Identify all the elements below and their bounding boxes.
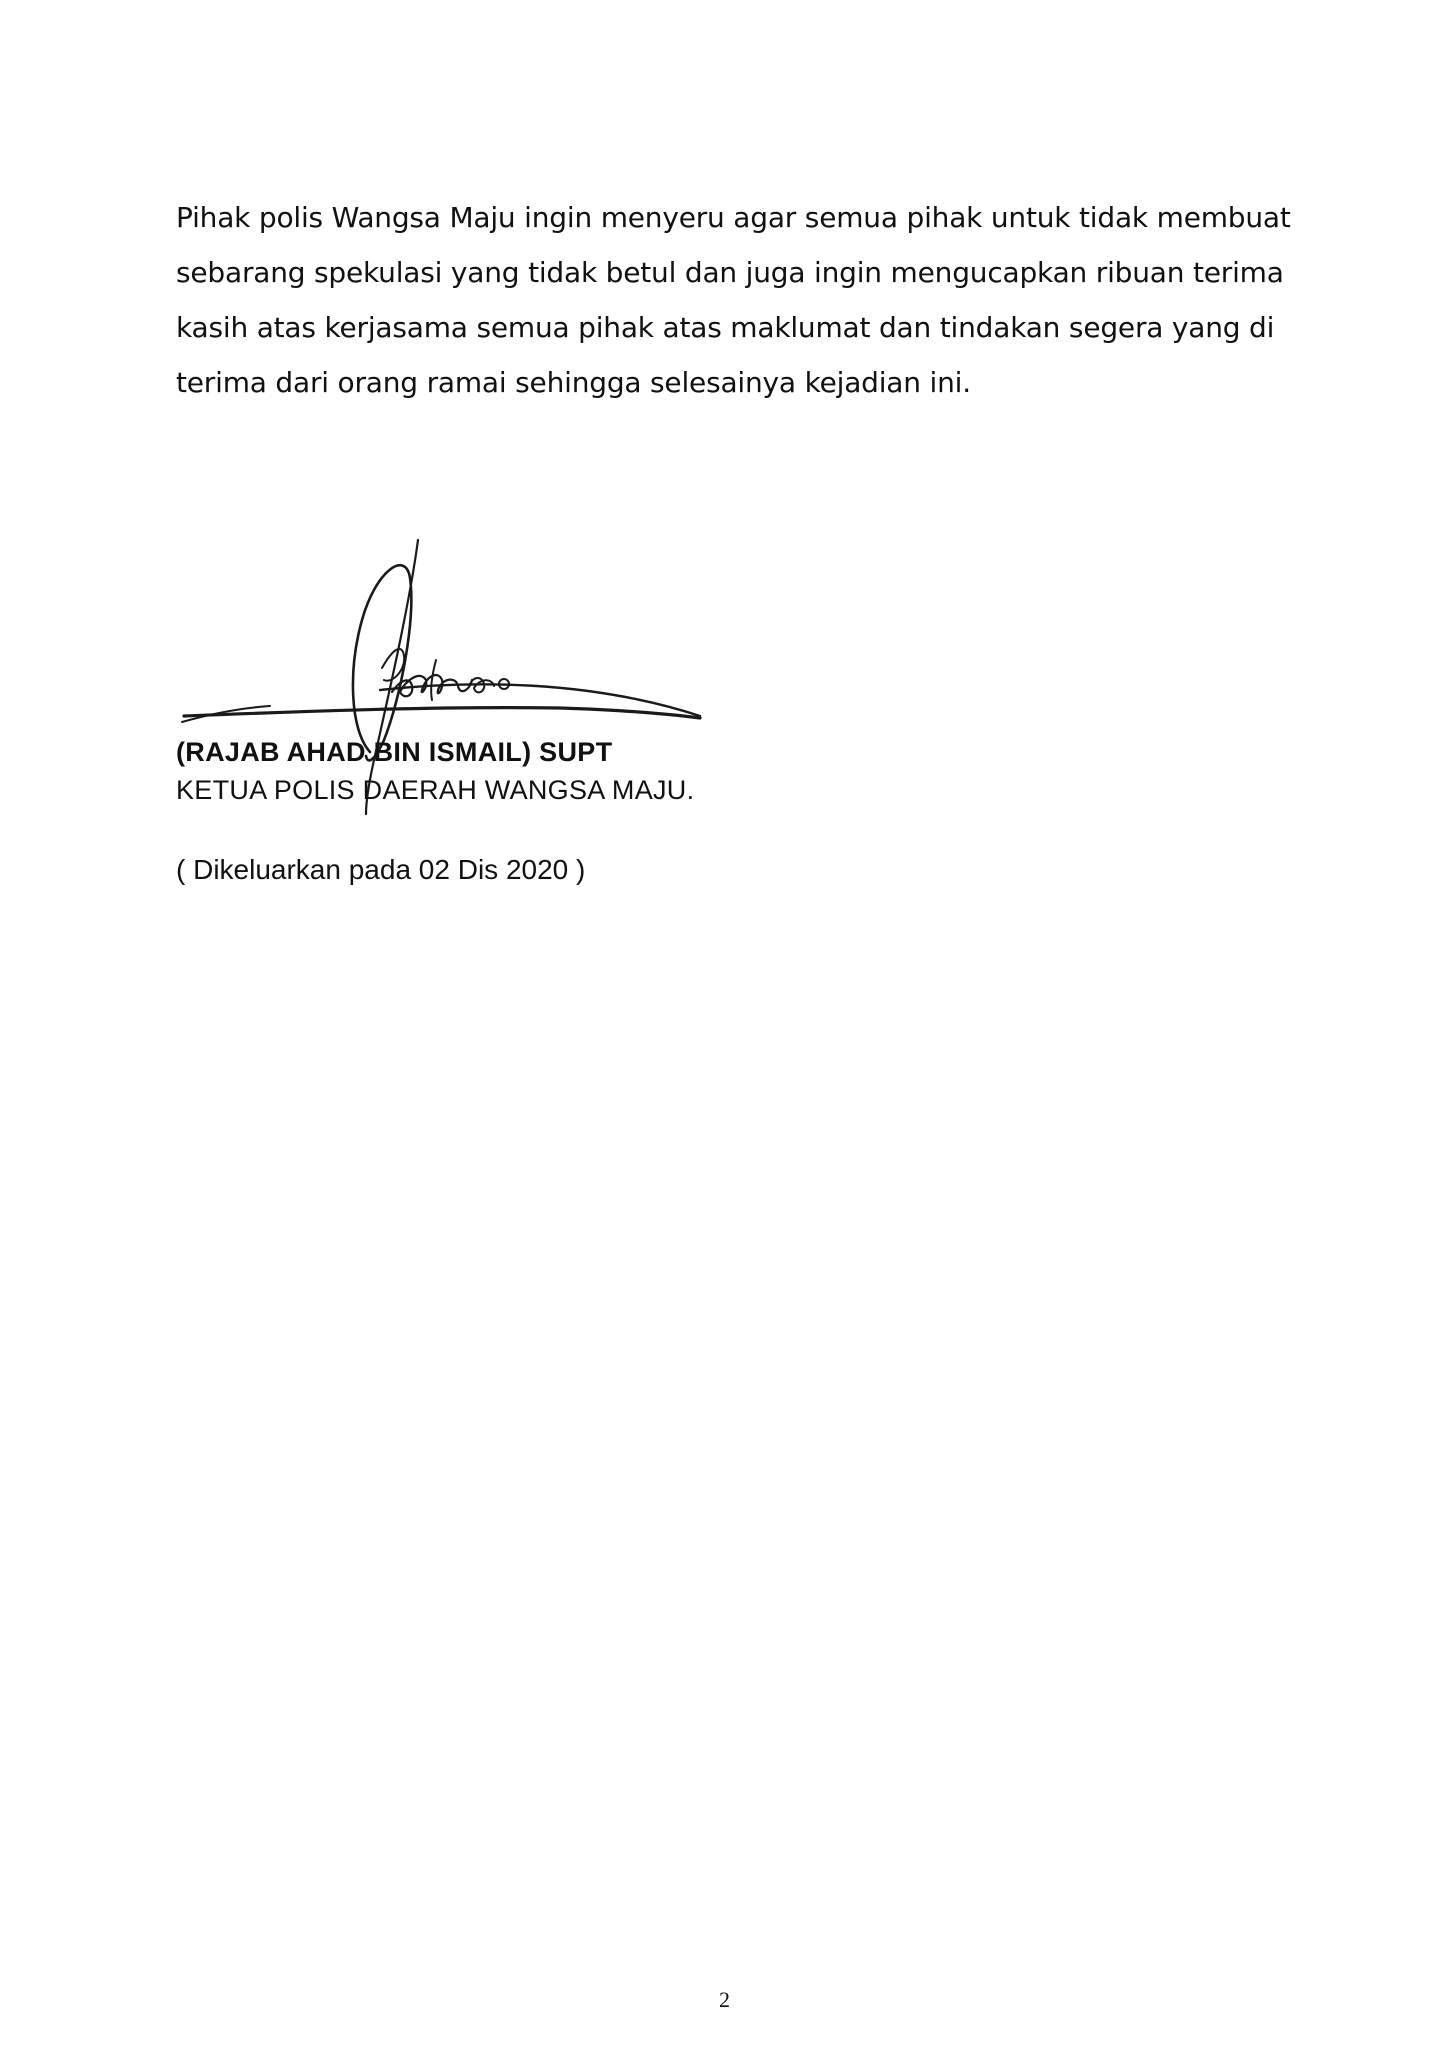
page-number: 2 bbox=[719, 1987, 730, 2012]
body-paragraph bbox=[176, 190, 1306, 410]
paragraph-line: sebarang spekulasi yang tidak betul dan juga ingin mengucapkan ribuan terima bbox=[176, 256, 1284, 289]
paragraph-line: Pihak polis Wangsa Maju ingin menyeru agar semua pihak untuk tidak membuat bbox=[176, 201, 1291, 234]
paragraph-line: terima dari orang ramai sehingga selesainya kejadian ini. bbox=[176, 366, 971, 399]
signer-name: (RAJAB AHAD BIN ISMAIL) SUPT bbox=[176, 737, 613, 767]
paragraph-line: kasih atas kerjasama semua pihak atas maklumat dan tindakan segera yang di bbox=[176, 311, 1275, 344]
issued-date-note: ( Dikeluarkan pada 02 Dis 2020 ) bbox=[176, 854, 586, 885]
signer-title: KETUA POLIS DAERAH WANGSA MAJU. bbox=[176, 775, 695, 805]
